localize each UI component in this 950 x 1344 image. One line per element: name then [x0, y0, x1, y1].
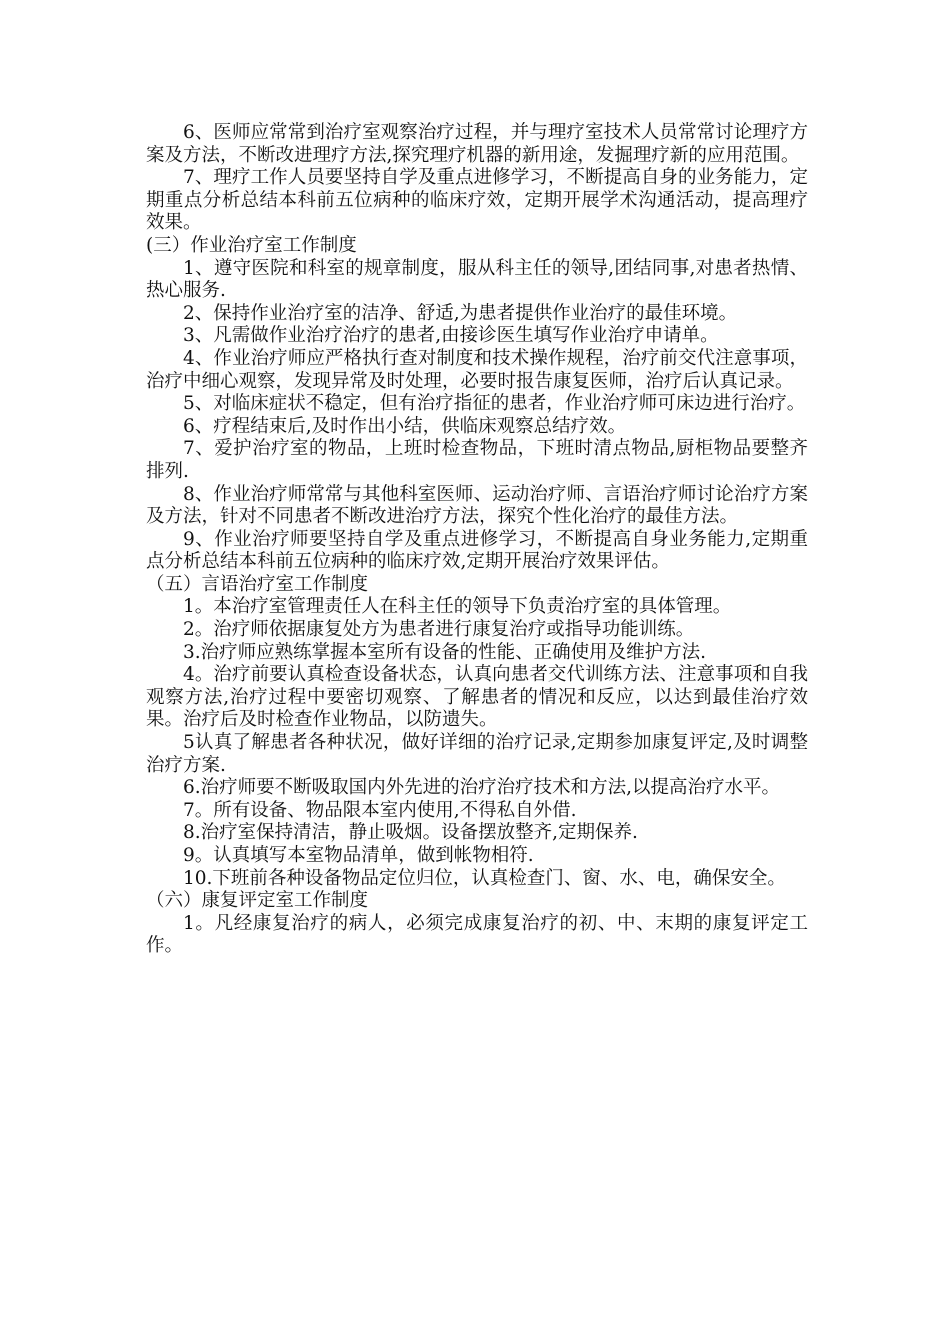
paragraph: 1。凡经康复治疗的病人，必须完成康复治疗的初、中、末期的康复评定工作。 — [146, 912, 808, 957]
paragraph: 5认真了解患者各种状况，做好详细的治疗记录,定期参加康复评定,及时调整治疗方案. — [146, 732, 808, 776]
paragraph: 8.治疗室保持清洁，静止吸烟。设备摆放整齐,定期保养. — [183, 822, 638, 844]
paragraph: 9、作业治疗师要坚持自学及重点进修学习，不断提高自身业务能力,定期重点分析总结本科前五位病种的临床疗效,定期开展治疗效果评估。 — [146, 528, 808, 573]
paragraph: 3、凡需做作业治疗治疗的患者,由接诊医生填写作业治疗申请单。 — [183, 325, 719, 347]
paragraph: 5、对临床症状不稳定，但有治疗指征的患者，作业治疗师可床边进行治疗。 — [183, 393, 806, 415]
paragraph: 9。认真填写本室物品清单，做到帐物相符. — [183, 845, 534, 866]
paragraph: 7、爱护治疗室的物品，上班时检查物品，下班时清点物品,厨柜物品要整齐排列. — [146, 438, 808, 482]
document-body — [146, 122, 808, 958]
paragraph: 6、医师应常常到治疗室观察治疗过程，并与理疗室技术人员常常讨论理疗方案及方法，不断改进理疗方法,探究理疗机器的新用途，发掘理疗新的应用范围。 — [146, 122, 808, 166]
paragraph: 7、理疗工作人员要坚持自学及重点进修学习，不断提高自身的业务能力，定期重点分析总结本科前五位病种的临床疗效，定期开展学术沟通活动，提高理疗效果。 — [146, 167, 808, 234]
paragraph: 6、疗程结束后,及时作出小结，供临床观察总结疗效。 — [183, 415, 627, 437]
paragraph: 10.下班前各种设备物品定位归位，认真检查门、窗、水、电，确保安全。 — [183, 867, 786, 889]
paragraph: 1、遵守医院和科室的规章制度，服从科主任的领导,团结同事,对患者热情、热心服务. — [146, 257, 808, 302]
paragraph: 2、保持作业治疗室的洁净、舒适,为患者提供作业治疗的最佳环境。 — [183, 302, 738, 324]
paragraph: 6.治疗师要不断吸取国内外先进的治疗治疗技术和方法,以提高治疗水平。 — [183, 777, 781, 799]
paragraph: 2。治疗师依据康复处方为患者进行康复治疗或指导功能训练。 — [183, 619, 695, 641]
paragraph: 4。治疗前要认真检查设备状态，认真向患者交代训练方法、注意事项和自我观察方法,治疗过程中要密切观察、了解患者的情况和反应，以达到最佳治疗效果。治疗后及时检查作业物品，以防遗失。 — [146, 664, 808, 731]
paragraph: 7。所有设备、物品限本室内使用,不得私自外借. — [183, 799, 577, 821]
section-heading: （五）言语治疗室工作制度 — [146, 573, 369, 595]
paragraph: 8、作业治疗师常常与其他科室医师、运动治疗师、言语治疗师讨论治疗方案及方法，针对不同患者不断改进治疗方法，探究个性化治疗的最佳方法。 — [146, 483, 808, 528]
paragraph: 4、作业治疗师应严格执行查对制度和技术操作规程，治疗前交代注意事项，治疗中细心观察，发现异常及时处理，必要时报告康复医师，治疗后认真记录。 — [146, 347, 808, 392]
paragraph: 1。本治疗室管理责任人在科主任的领导下负责治疗室的具体管理。 — [183, 596, 732, 618]
section-heading: (三）作业治疗室工作制度 — [146, 234, 357, 256]
section-heading: （六）康复评定室工作制度 — [146, 890, 369, 912]
paragraph: 3.治疗师应熟练掌握本室所有设备的性能、正确使用及维护方法. — [183, 641, 707, 663]
